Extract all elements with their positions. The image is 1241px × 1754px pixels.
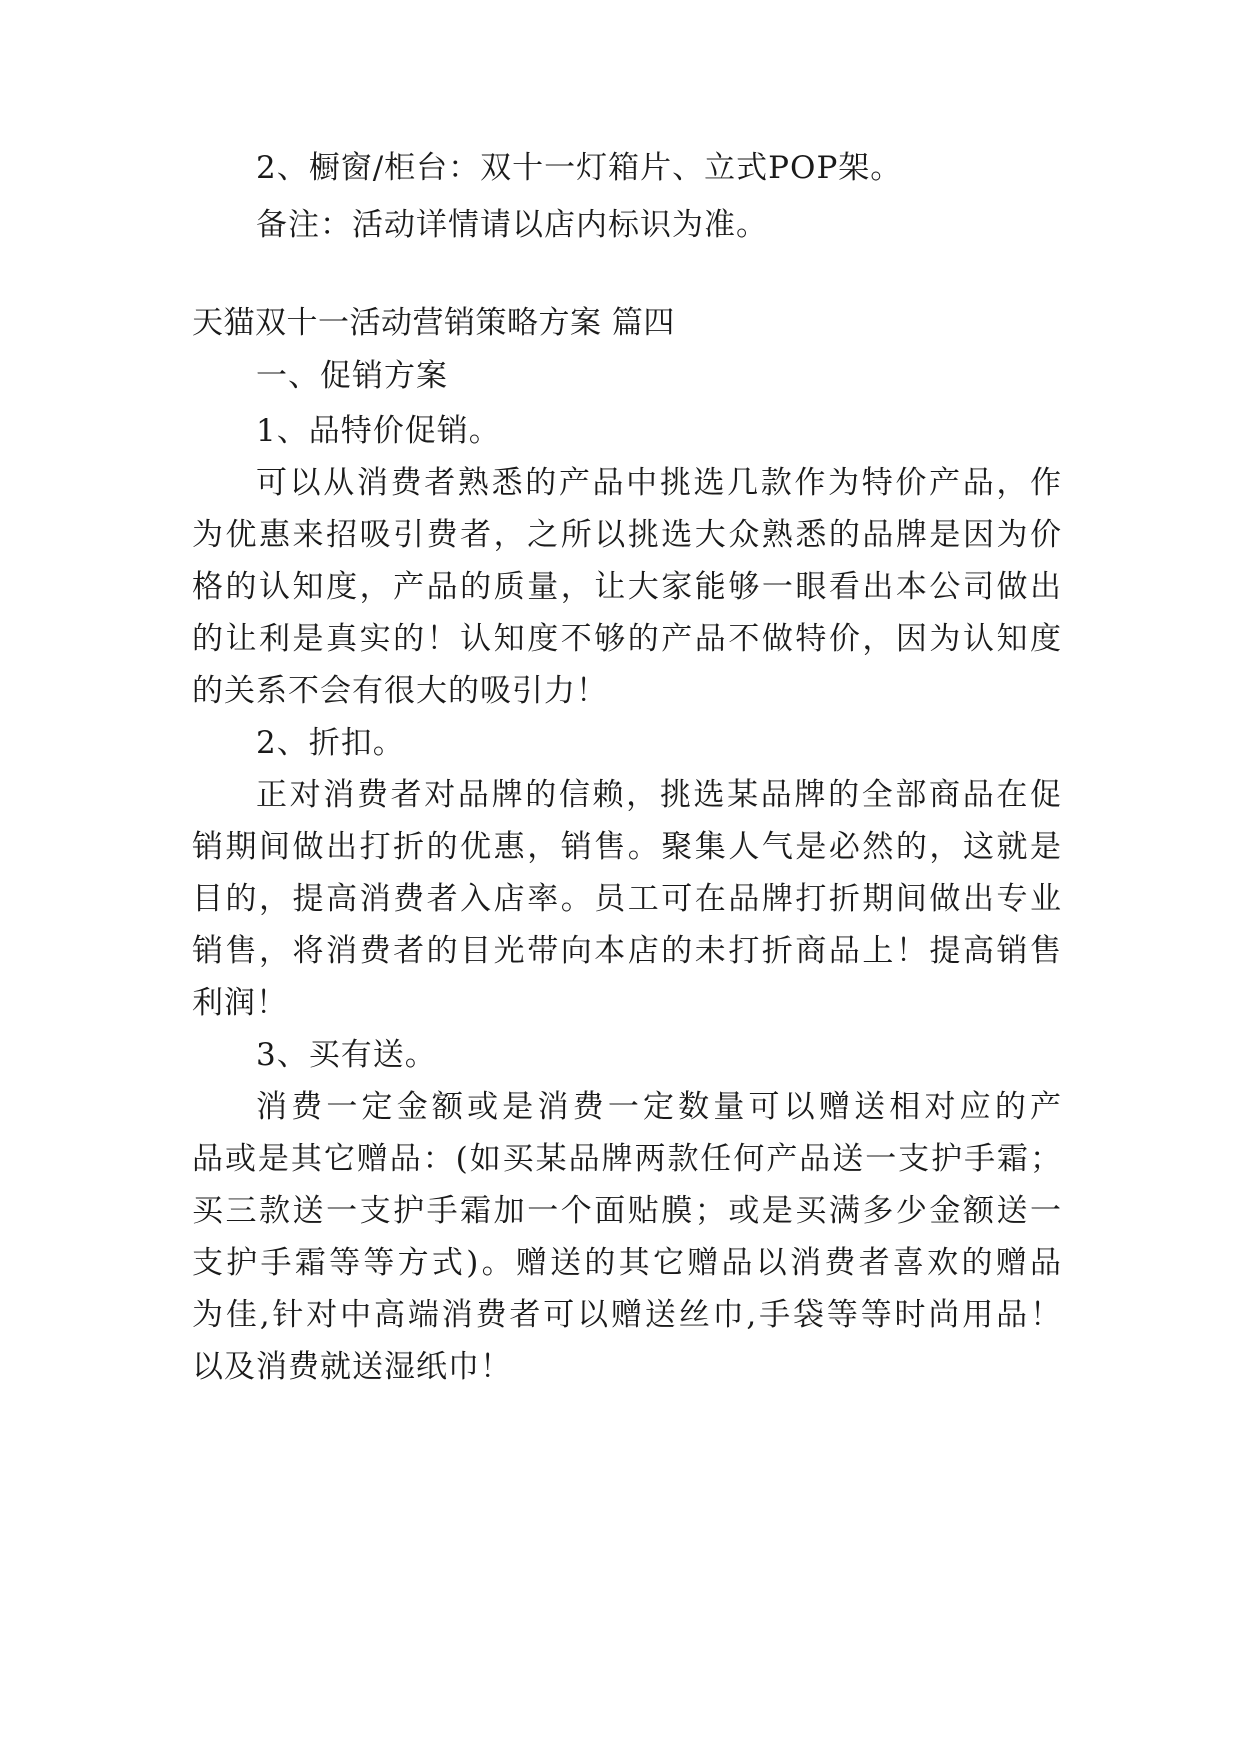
item-heading-special-price: 1、品特价促销。 [256,413,501,449]
item-heading-buy-and-gift: 3、买有送。 [256,1037,437,1073]
paragraph-line: 为优惠来招吸引费者，之所以挑选大众熟悉的品牌是因为价 [192,517,1062,553]
paragraph-line: 目的，提高消费者入店率。员工可在品牌打折期间做出专业 [192,881,1062,917]
paragraph-line: 以及消费就送湿纸巾！ [192,1349,512,1385]
paragraph-line: 销售，将消费者的目光带向本店的未打折商品上！提高销售 [192,933,1062,969]
paragraph-line: 的让利是真实的！认知度不够的产品不做特价，因为认知度 [192,621,1062,657]
paragraph-line: 为佳,针对中高端消费者可以赠送丝巾,手袋等等时尚用品！ [192,1297,1062,1333]
remark-note: 备注：活动详情请以店内标识为准。 [256,207,768,243]
paragraph-line: 格的认知度，产品的质量，让大家能够一眼看出本公司做出 [192,569,1062,605]
paragraph-line: 利润！ [192,985,288,1021]
paragraph-line: 的关系不会有很大的吸引力！ [192,673,608,709]
section-subtitle: 一、促销方案 [256,358,448,394]
paragraph-line: 买三款送一支护手霜加一个面贴膜；或是买满多少金额送一 [192,1193,1062,1229]
paragraph-line: 正对消费者对品牌的信赖，挑选某品牌的全部商品在促 [256,777,1062,813]
section-title: 天猫双十一活动营销策略方案 篇四 [192,305,675,341]
paragraph-line: 销期间做出打折的优惠，销售。聚集人气是必然的，这就是 [192,829,1062,865]
item-heading-discount: 2、折扣。 [256,725,405,761]
paragraph-line: 支护手霜等等方式)。赠送的其它赠品以消费者喜欢的赠品 [192,1245,1062,1281]
paragraph-line: 可以从消费者熟悉的产品中挑选几款作为特价产品，作 [256,465,1062,501]
paragraph-line: 品或是其它赠品：(如买某品牌两款任何产品送一支护手霜； [192,1141,1062,1177]
paragraph-line: 消费一定金额或是消费一定数量可以赠送相对应的产 [256,1089,1062,1125]
list-item-window-counter: 2、橱窗/柜台：双十一灯箱片、立式POP架。 [256,150,903,186]
